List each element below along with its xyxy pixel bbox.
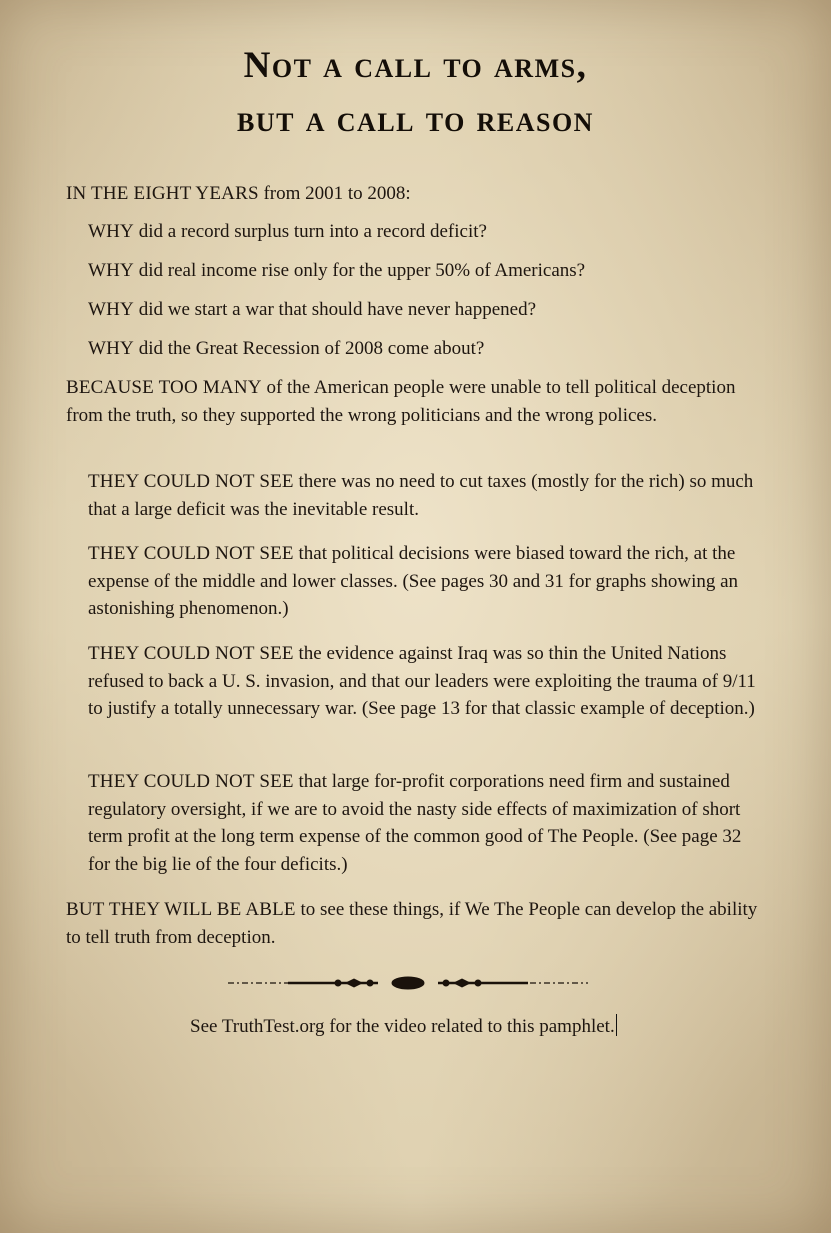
question-item <box>88 296 768 324</box>
text-cursor <box>616 1014 617 1036</box>
because-lead: BECAUSE TOO MANY <box>66 377 262 398</box>
question-lead: WHY <box>88 299 134 320</box>
closing-lead: BUT THEY WILL BE ABLE <box>66 899 296 920</box>
question-text: did the Great Recession of 2008 come about? <box>138 338 485 359</box>
because-paragraph <box>66 374 766 429</box>
point-item <box>88 640 768 723</box>
page-title-line-1: Not a call to arms, <box>243 45 588 86</box>
point-text: that political decisions were biased toward the rich, at the expense of the middle and lower classes. (See pages 30 and 31 for graphs showing an astonishing phenomenon.) <box>88 543 739 619</box>
question-lead: WHY <box>88 338 134 359</box>
point-text: that large for-profit corporations need firm and sustained regulatory oversight, if we are to avoid the nasty side effects of maximization of short term profit at the long term expense of the common good of The People. (See page 32 for the big lie of the four deficits.) <box>88 771 742 875</box>
closing-text: to see these things, if We The People can develop the ability to tell truth from deception. <box>66 899 758 948</box>
point-lead: THEY COULD NOT SEE <box>88 643 294 664</box>
closing-paragraph <box>66 896 766 951</box>
because-text: of the American people were unable to tell political deception from the truth, so they supported the wrong politicians and the wrong polices. <box>66 377 736 426</box>
question-text: did we start a war that should have never happened? <box>138 299 536 320</box>
point-lead: THEY COULD NOT SEE <box>88 771 294 792</box>
question-lead: WHY <box>88 221 134 242</box>
point-lead: THEY COULD NOT SEE <box>88 543 294 564</box>
footer-note <box>190 1014 670 1040</box>
page-title-line-2: but a call to reason <box>237 99 594 140</box>
question-text: did a record surplus turn into a record deficit? <box>138 221 487 242</box>
intro-text: from 2001 to 2008: <box>263 183 411 204</box>
point-item <box>88 468 768 523</box>
question-item <box>88 257 768 285</box>
point-item <box>88 768 768 878</box>
intro-lead: IN THE EIGHT YEARS <box>66 183 259 204</box>
question-lead: WHY <box>88 260 134 281</box>
point-text: there was no need to cut taxes (mostly for the rich) so much that a large deficit was the inevitable result. <box>88 471 754 520</box>
point-item <box>88 540 768 623</box>
point-lead: THEY COULD NOT SEE <box>88 471 294 492</box>
question-item <box>88 335 768 363</box>
footer-text: See TruthTest.org for the video related to this pamphlet. <box>190 1016 615 1037</box>
intro-paragraph <box>66 180 766 208</box>
question-item <box>88 218 768 246</box>
question-text: did real income rise only for the upper 50% of Americans? <box>138 260 586 281</box>
ornamental-divider <box>228 972 588 994</box>
point-text: the evidence against Iraq was so thin the United Nations refused to back a U. S. invasion, and that our leaders were exploiting the trauma of 9/11 to justify a totally unnecessary war. (See page 13 for that classic example of deception.) <box>88 643 756 719</box>
